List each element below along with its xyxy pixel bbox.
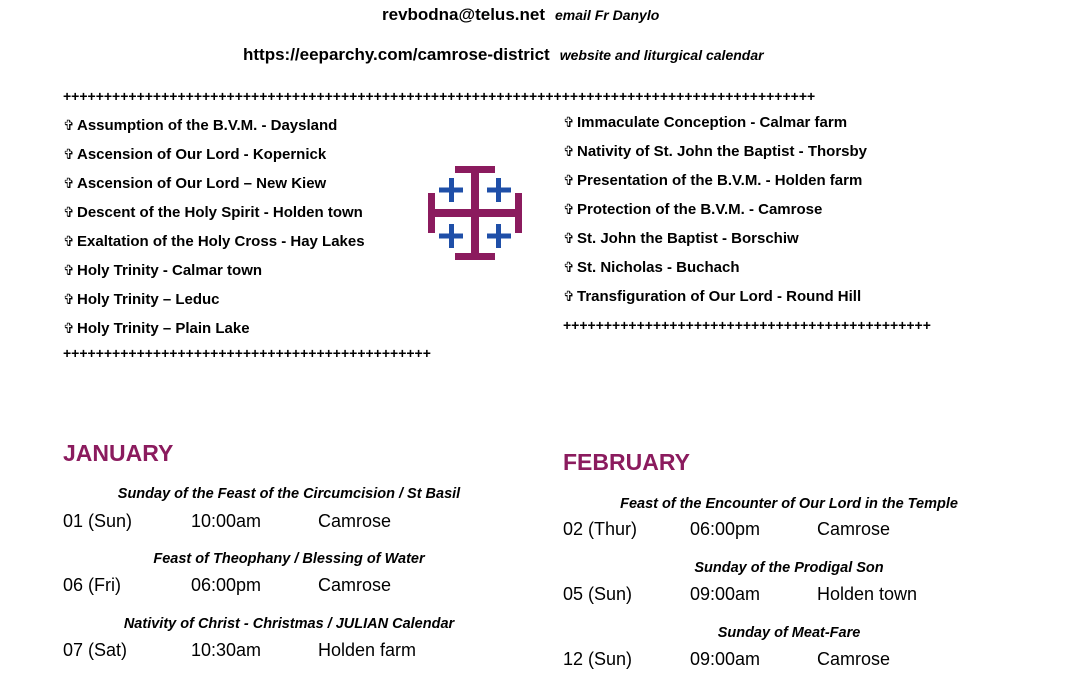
event-place: Camrose bbox=[318, 575, 392, 595]
parish-item: ✞ Holy Trinity – Plain Lake bbox=[63, 320, 250, 337]
event-time: 09:00am bbox=[690, 584, 761, 604]
event-row bbox=[563, 649, 1015, 671]
event-date: 05 (Sun) bbox=[563, 584, 633, 604]
month-heading-february: FEBRUARY bbox=[563, 449, 690, 475]
cross-icon: ✞ bbox=[563, 259, 575, 275]
parish-item: ✞ Nativity of St. John the Baptist - Thorsby bbox=[563, 143, 868, 160]
event-row bbox=[563, 519, 1015, 541]
parish-item: ✞ Protection of the B.V.M. - Camrose bbox=[563, 201, 823, 218]
event-title: Feast of Theophany / Blessing of Water bbox=[153, 551, 425, 567]
website-line bbox=[243, 45, 764, 65]
parish-item: ✞ Transfiguration of Our Lord - Round Hill bbox=[563, 288, 862, 305]
event-time: 06:00pm bbox=[191, 575, 262, 595]
event-time: 06:00pm bbox=[690, 519, 761, 539]
parish-item: ✞ Descent of the Holy Spirit - Holden town bbox=[63, 204, 363, 221]
cross-icon: ✞ bbox=[563, 143, 575, 159]
event-date: 02 (Thur) bbox=[563, 519, 638, 539]
parish-list-left bbox=[63, 115, 365, 347]
parish-item: ✞ Holy Trinity – Leduc bbox=[63, 291, 220, 308]
event-title: Sunday of the Prodigal Son bbox=[694, 560, 884, 576]
event-time: 10:00am bbox=[191, 511, 262, 531]
parish-item: ✞ Holy Trinity - Calmar town bbox=[63, 262, 263, 279]
parish-item: ✞ Presentation of the B.V.M. - Holden farm bbox=[563, 172, 863, 189]
event-time: 10:30am bbox=[191, 640, 262, 660]
event-place: Camrose bbox=[318, 511, 392, 531]
parish-item: ✞ Ascension of Our Lord - Kopernick bbox=[63, 146, 327, 163]
event-date: 06 (Fri) bbox=[63, 575, 121, 595]
divider-right-bottom: +++++++++++++++++++++++++++++++++++++++++++++ bbox=[563, 317, 931, 333]
cross-icon: ✞ bbox=[563, 288, 575, 304]
cross-icon: ✞ bbox=[63, 146, 75, 162]
event-row bbox=[63, 575, 515, 597]
jerusalem-cross-icon bbox=[425, 163, 525, 263]
event-title: Sunday of Meat-Fare bbox=[717, 625, 861, 641]
email-note: email Fr Danylo bbox=[555, 7, 660, 23]
event-date: 12 (Sun) bbox=[563, 649, 633, 669]
event-date: 01 (Sun) bbox=[63, 511, 133, 531]
event-place: Camrose bbox=[817, 519, 891, 539]
parish-item: ✞ Assumption of the B.V.M. - Daysland bbox=[63, 117, 338, 134]
parish-list-right bbox=[563, 112, 867, 315]
cross-icon: ✞ bbox=[563, 230, 575, 246]
parish-item: ✞ Exaltation of the Holy Cross - Hay Lakes bbox=[63, 233, 365, 250]
event-row bbox=[63, 640, 515, 662]
cross-icon: ✞ bbox=[63, 262, 75, 278]
divider-top: ++++++++++++++++++++++++++++++++++++++++++++++++++++++++++++++++++++++++++++++++++++++++++++ bbox=[63, 88, 816, 104]
large-cross-icon bbox=[428, 166, 522, 260]
event-time: 09:00am bbox=[690, 649, 761, 669]
parish-item: ✞ St. John the Baptist - Borschiw bbox=[563, 230, 799, 247]
email-address[interactable]: revbodna@telus.net bbox=[382, 5, 545, 24]
parish-item: ✞ Ascension of Our Lord – New Kiew bbox=[63, 175, 327, 192]
website-note: website and liturgical calendar bbox=[559, 47, 764, 63]
email-line bbox=[382, 5, 659, 25]
cross-icon: ✞ bbox=[63, 204, 75, 220]
parish-item: ✞ Immaculate Conception - Calmar farm bbox=[563, 114, 848, 131]
event-title: Feast of the Encounter of Our Lord in the Temple bbox=[620, 496, 958, 512]
event-row bbox=[563, 584, 1015, 606]
event-place: Holden farm bbox=[318, 640, 417, 660]
divider-left-bottom: +++++++++++++++++++++++++++++++++++++++++++++ bbox=[63, 345, 431, 361]
event-place: Camrose bbox=[817, 649, 891, 669]
cross-icon: ✞ bbox=[563, 172, 575, 188]
cross-icon: ✞ bbox=[63, 233, 75, 249]
parish-item: ✞ St. Nicholas - Buchach bbox=[563, 259, 740, 276]
website-link[interactable]: https://eeparchy.com/camrose-district bbox=[243, 45, 550, 64]
month-heading-january: JANUARY bbox=[63, 440, 174, 466]
event-title: Sunday of the Feast of the Circumcision / St Basil bbox=[117, 486, 461, 502]
cross-icon: ✞ bbox=[63, 320, 75, 336]
event-place: Holden town bbox=[817, 584, 918, 604]
cross-icon: ✞ bbox=[63, 291, 75, 307]
event-title: Nativity of Christ - Christmas / JULIAN Calendar bbox=[123, 616, 455, 632]
cross-icon: ✞ bbox=[563, 201, 575, 217]
event-date: 07 (Sat) bbox=[63, 640, 128, 660]
cross-icon: ✞ bbox=[63, 117, 75, 133]
event-row bbox=[63, 511, 515, 533]
cross-icon: ✞ bbox=[563, 114, 575, 130]
cross-icon: ✞ bbox=[63, 175, 75, 191]
